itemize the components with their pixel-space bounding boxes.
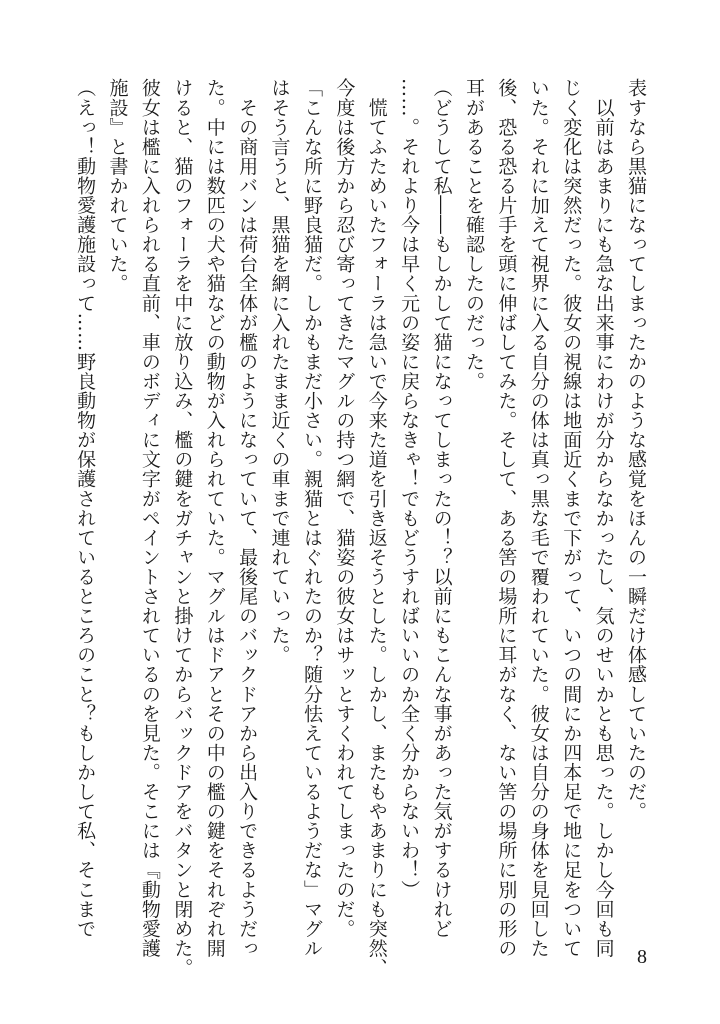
text-line-7: （どうして私――もしかして猫になってしまったの！？以前にもこんな事があった気がするけれど	[430, 78, 453, 939]
text-line-9: 慌てふためいたフォーラは急いで今来た道を引き返そうとした。しかし、またもやあまりにも突然、	[365, 78, 388, 978]
text-line-16: 彼女は檻に入れられる直前、車のボディに文字がペイントされているのを見た。そこには『動物愛護	[138, 78, 161, 958]
text-line-14: た。中には数匹の犬や猫などの動物が入れられていた。マグルはドアとその中の檻の鍵をそれぞれ開	[203, 78, 226, 958]
text-line-1: 表すなら黒猫になってしまったかのような感覚をほんの一瞬だけ体感していたのだ。	[625, 78, 647, 821]
page-number: 8	[637, 946, 647, 968]
text-line-6: 耳があることを確認したのだった。	[462, 78, 485, 391]
text-line-18: （えっ！動物愛護施設って……野良動物が保護されているところのこと？もしかして私、そこまで	[74, 78, 97, 939]
text-line-15: けると、猫のフォーラを中に放り込み、檻の鍵をガチャンと掛けてからバックドアをバタンと閉めた。	[171, 78, 194, 978]
text-line-3: じく変化は突然だった。彼女の視線は地面近くまで下がって、いつの間にか四本足で地に足をついて	[560, 78, 583, 958]
text-line-12: はそう言うと、黒猫を網に入れたまま近くの車まで連れていった。	[268, 78, 291, 665]
vertical-text-body	[69, 78, 652, 978]
text-line-11: 「こんな所に野良猫だ。しかもまだ小さい。親猫とはぐれたのか？随分怯えているようだな」マグル	[300, 78, 323, 958]
text-line-10: 今度は後方から忍び寄ってきたマグルの持つ網で、猫姿の彼女はサッとすくわれてしまったのだ。	[333, 78, 356, 939]
text-line-8: ……。それより今は早く元の姿に戻らなきゃ！でもどうすればいいのか全く分からないわ！）	[398, 78, 421, 900]
text-line-5: 後、恐る恐る片手を頭に伸ばしてみた。そして、ある筈の場所に耳がなく、ない筈の場所に別の形の	[495, 78, 518, 958]
text-line-13: その商用バンは荷台全体が檻のようになっていて、最後尾のバックドアから出入りできるようだっ	[236, 78, 259, 958]
text-line-2: 以前はあまりにも急な出来事にわけが分からなかったし、気のせいかとも思った。しかし今回も同	[592, 78, 615, 958]
text-line-4: いた。それに加えて視界に入る自分の体は真っ黒な毛で覆われていた。彼女は自分の身体を見回した	[527, 78, 550, 958]
text-line-17: 施設』と書かれていた。	[106, 78, 129, 294]
